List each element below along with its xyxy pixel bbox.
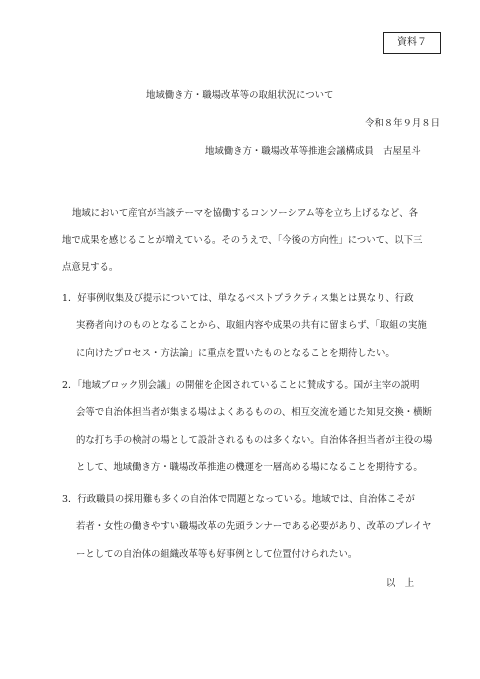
- point-1-line: 1．好事例収集及び提示については、単なるベストプラクティス集とは異なり、行政: [62, 293, 414, 304]
- intro-line: 地域において産官が当該テーマを協働するコンソーシアム等を立ち上げるなど、各: [72, 208, 419, 219]
- point-3-line: 若者・女性の働きやすい職場改革の先頭ランナーである必要があり、改革のプレイヤ: [76, 521, 432, 532]
- intro-line: 地で成果を感じることが増えている。そのうえで、「今後の方向性」について、以下三: [62, 235, 423, 246]
- document-tag: 資料７: [383, 32, 441, 54]
- intro-line: 点意見する。: [62, 262, 119, 273]
- document-title: 地域働き方・職場改革等の取組状況について: [146, 90, 334, 101]
- document-author: 地域働き方・職場改革等推進会議構成員 古屋星斗: [205, 146, 421, 157]
- document-closing: 以 上: [386, 578, 415, 589]
- document-date: 令和８年９月８日: [365, 118, 441, 129]
- point-2-line: 会等で自治体担当者が集まる場はよくあるものの、相互交流を通じた知見交換・横断: [76, 407, 432, 418]
- point-2-line: 2．「地域ブロック別会議」の開催を企図されていることに賛成する。国が主宰の説明: [62, 380, 420, 391]
- point-2-line: として、地域働き方・職場改革推進の機運を一層高める場になることを期待する。: [76, 462, 423, 473]
- point-1-line: に向けたプロセス・方法論」に重点を置いたものとなることを期待したい。: [76, 348, 395, 359]
- point-3-line: ーとしての自治体の組織改革等も好事例として位置付けられたい。: [76, 549, 358, 560]
- point-3-line: 3．行政職員の採用難も多くの自治体で問題となっている。地域では、自治体こそが: [62, 494, 415, 505]
- point-1-line: 実務者向けのものとなることから、取組内容や成果の共有に留まらず、「取組の実施: [76, 320, 427, 331]
- point-2-line: 的な打ち手の検討の場として設計されるものは多くない。自治体各担当者が主役の場: [76, 435, 433, 446]
